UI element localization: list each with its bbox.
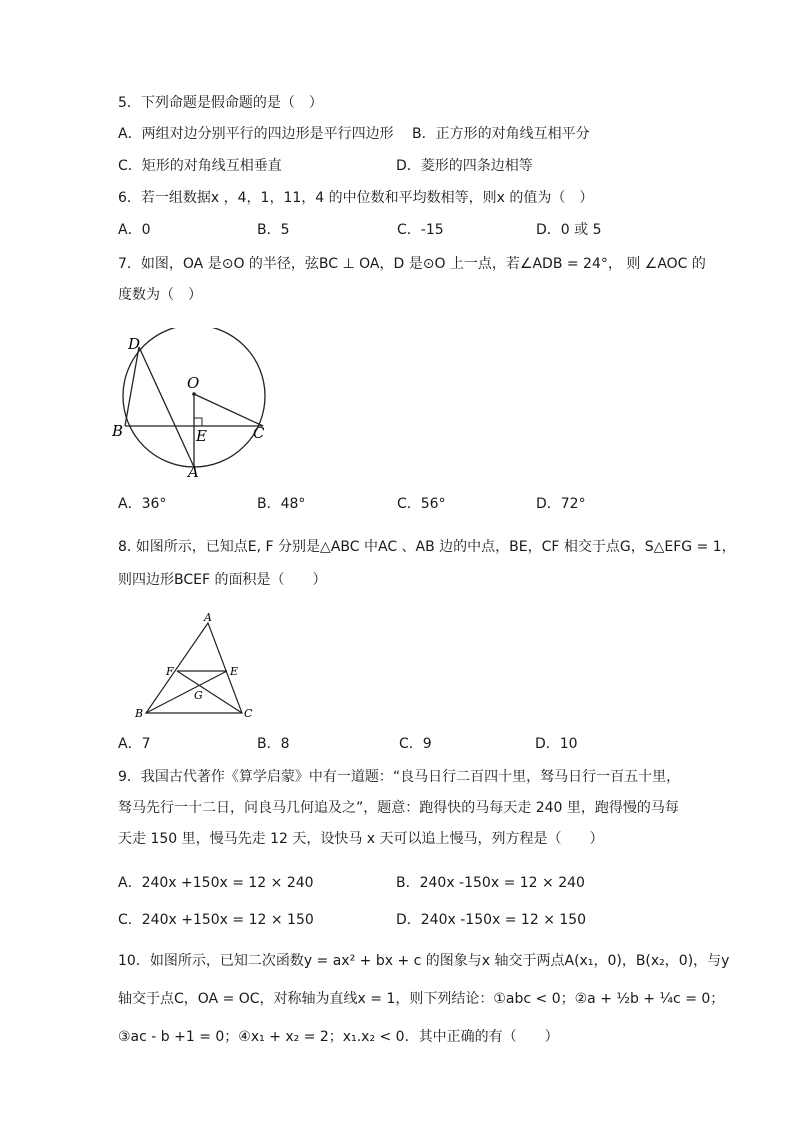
label-c: C: [244, 707, 253, 720]
q8-option-a: A．7: [118, 736, 151, 752]
label-a: A: [188, 463, 199, 480]
q7-option-d: D．72°: [536, 496, 586, 512]
q7-stem-line1: 7．如图，OA 是⊙O 的半径，弦BC ⊥ OA，D 是⊙O 上一点，若∠ADB = 24°， 则 ∠AOC 的: [118, 256, 706, 272]
q9-stem-line3: 天走 150 里，慢马先走 12 天，设快马 x 天可以追上慢马，列方程是（ ）: [118, 831, 604, 847]
q5-option-b: B．正方形的对角线互相平分: [412, 126, 590, 142]
q5-option-c: C．矩形的对角线互相垂直: [118, 158, 282, 174]
label-a: A: [204, 611, 212, 624]
label-b: B: [135, 707, 144, 720]
q9-stem-line1: 9．我国古代著作《算学启蒙》中有一道题：“良马日行二百四十里，驽马日行一百五十里，: [118, 769, 681, 785]
q8-option-c: C．9: [399, 736, 432, 752]
q10-stem-line2: 轴交于点C，OA = OC，对称轴为直线x = 1，则下列结论：①abc < 0；②a + ½b + ¼c = 0；: [118, 991, 725, 1007]
q10-stem-line3: ③ac - b +1 = 0；④x₁ + x₂ = 2；x₁.x₂ < 0．其中正确的有（ ）: [118, 1029, 559, 1045]
label-c: C: [253, 424, 265, 442]
q8-stem-line1: 8. 如图所示，已知点E, F 分别是△ABC 中AC 、AB 边的中点，BE，CF 相交于点G，S△EFG = 1，: [118, 539, 736, 555]
q9-option-c: C．240x +150x = 12 × 150: [118, 912, 314, 928]
q6-option-b: B．5: [257, 222, 290, 238]
q7-option-b: B．48°: [257, 496, 306, 512]
q7-stem-line2: 度数为（ ）: [118, 287, 202, 303]
chord-db: [125, 347, 139, 426]
q8-option-b: B．8: [257, 736, 290, 752]
label-f: F: [166, 665, 174, 678]
q6-option-d: D．0 或 5: [536, 222, 602, 238]
q5-stem: 5．下列命题是假命题的是（ ）: [118, 95, 323, 111]
q8-stem-line2: 则四边形BCEF 的面积是（ ）: [118, 572, 327, 588]
q9-option-a: A．240x +150x = 12 × 240: [118, 875, 314, 891]
label-e: E: [196, 427, 207, 445]
label-b: B: [112, 422, 124, 440]
q5-option-d: D．菱形的四条边相等: [396, 158, 533, 174]
q6-stem: 6．若一组数据x ，4，1，11，4 的中位数和平均数相等，则x 的值为（ ）: [118, 190, 594, 206]
q5-option-a: A．两组对边分别平行的四边形是平行四边形: [118, 126, 394, 142]
q9-stem-line2: 驽马先行一十二日，问良马几何追及之”，题意：跑得快的马每天走 240 里，跑得慢的马每: [118, 800, 679, 816]
q6-option-c: C．-15: [397, 222, 444, 238]
q8-option-d: D．10: [535, 736, 578, 752]
label-d: D: [128, 335, 141, 353]
center-dot: [192, 392, 196, 396]
radius-oc: [194, 394, 263, 426]
label-o: O: [187, 374, 200, 392]
q8-triangle-figure: [130, 610, 260, 722]
q7-circle-figure: [110, 328, 280, 480]
q9-option-b: B．240x -150x = 12 × 240: [396, 875, 585, 891]
q7-option-c: C．56°: [397, 496, 446, 512]
right-angle-mark: [194, 418, 202, 426]
label-g: G: [194, 689, 203, 702]
q7-option-a: A．36°: [118, 496, 167, 512]
q10-stem-line1: 10．如图所示，已知二次函数y = ax² + bx + c 的图象与x 轴交于两点A(x₁，0)，B(x₂，0)，与y: [118, 953, 730, 969]
q9-option-d: D．240x -150x = 12 × 150: [396, 912, 587, 928]
q6-option-a: A．0: [118, 222, 151, 238]
label-e: E: [230, 665, 239, 678]
